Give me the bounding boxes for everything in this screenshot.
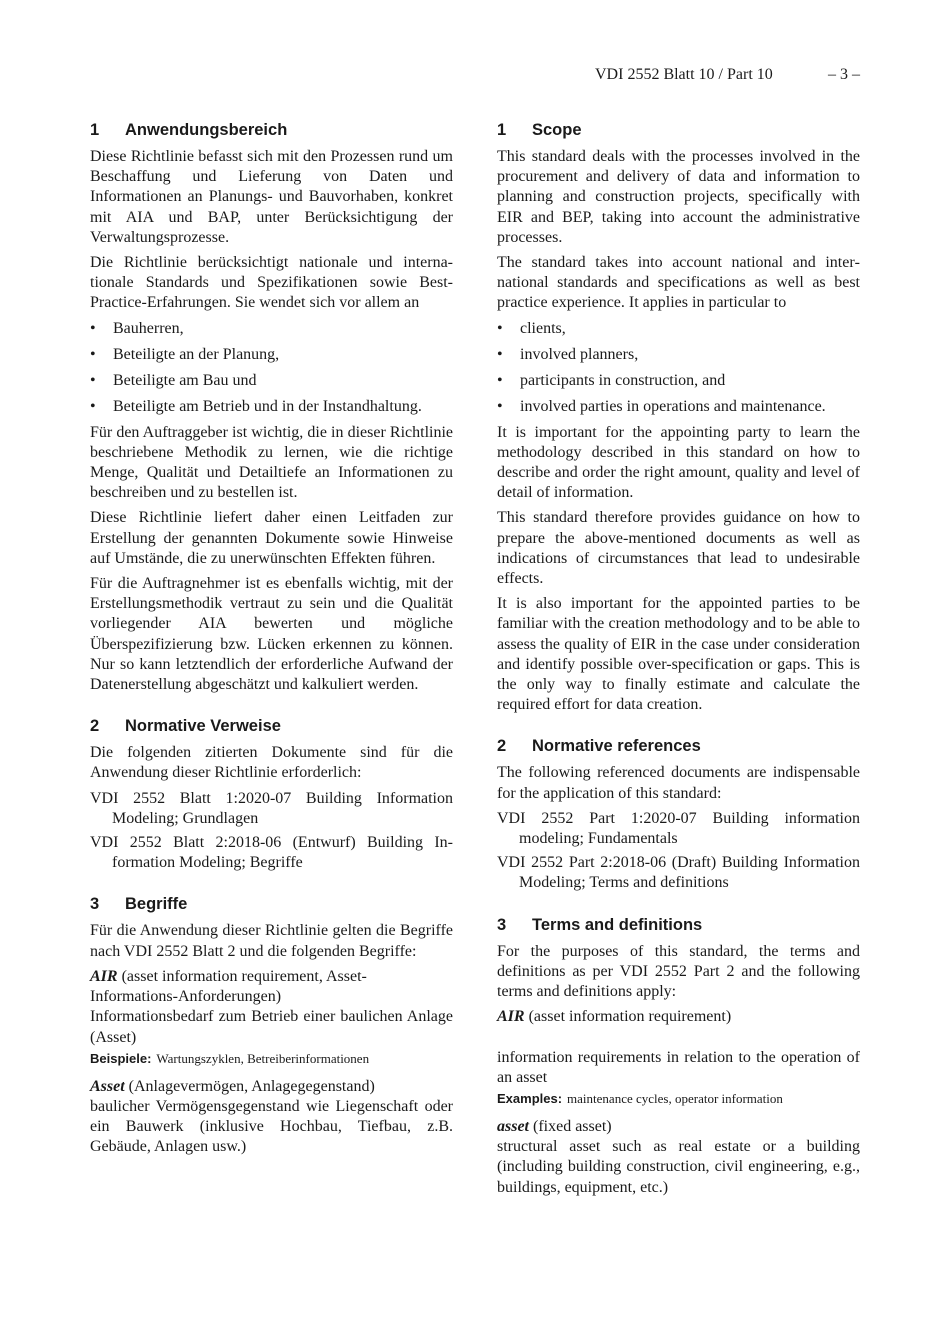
bullet-list — [497, 319, 860, 417]
list-item: • involved parties in operations and maintenance. — [497, 397, 826, 415]
term-example — [497, 1090, 860, 1107]
paragraph: Für den Auftraggeber ist wichtig, die in dieser Richtlinie beschriebene Methodik zu lernen, wie die richtige Menge, Qualität und Detailtiefe an Informationen zu beschreiben und zu bestellen ist. — [90, 423, 453, 502]
term: AIR — [497, 1008, 525, 1026]
section-title: Anwendungsbereich — [125, 121, 288, 139]
term-definition: structural asset such as real estate or a building (including building construction, civil engineering, e.g., buildings, equipment, etc.) — [497, 1138, 860, 1196]
bullet-icon: • — [497, 371, 503, 389]
section-number: 1 — [90, 121, 100, 139]
bullet-list — [90, 319, 453, 417]
section-2-heading-de — [90, 715, 453, 737]
section-number: 1 — [497, 121, 507, 139]
paragraph: For the purposes of this standard, the terms and definitions as per VDI 2552 Part 2 and the following terms and definitions apply: — [497, 942, 860, 1001]
page-number: – 3 – — [828, 66, 860, 83]
normative-reference: VDI 2552 Blatt 2:2018-06 (Entwurf) Building Information Modeling; Begriffe — [90, 834, 453, 872]
section-number: 3 — [497, 915, 507, 934]
term-explanation: (Anlagevermögen, Anlagegegenstand) — [124, 1077, 375, 1095]
normative-reference: VDI 2552 Part 1:2020-07 Building information modeling; Fundamentals — [497, 809, 860, 848]
list-item: • participants in construction, and — [497, 371, 726, 389]
german-column — [90, 119, 453, 1163]
term-entry — [90, 1077, 453, 1097]
list-item: • Beteiligte am Bau und — [90, 371, 257, 389]
term: asset — [497, 1117, 529, 1135]
paragraph: Die Richtlinie berücksichtigt nationale und internationale Standards und Spezifikationen sowie Best-Practice-Erfahrungen. Sie wendet sich vor allem an — [90, 254, 453, 312]
paragraph: Für die Anwendung dieser Richtlinie gelten die Begriffe nach VDI 2552 Blatt 2 und die folgenden Begriffe: — [90, 922, 453, 960]
section-title: Terms and definitions — [532, 915, 703, 934]
english-column — [497, 119, 860, 1203]
section-number: 3 — [90, 895, 100, 914]
section-2-heading-en — [497, 735, 860, 757]
paragraph: It is important for the appointing party to learn the methodology described in this standard on how to describe and order the right amount, quality and level of detail of information. — [497, 423, 860, 502]
section-3-heading-de — [90, 893, 453, 915]
example-text: Wartungszyklen, Betreiberinformationen — [156, 1050, 370, 1066]
term-definition: baulicher Vermögensgegenstand wie Liegenschaft oder ein Bauwerk (inklusive Hochbau, Tiefbau, z.B. Gebäude, Anlagen usw.) — [90, 1097, 453, 1156]
section-title: Begriffe — [125, 895, 188, 914]
list-item: • Beteiligte am Betrieb und in der Instandhaltung. — [90, 397, 422, 415]
bullet-icon: • — [90, 371, 96, 389]
section-title: Scope — [532, 121, 582, 139]
term-definition: information requirements in relation to the operation of an asset — [497, 1048, 860, 1086]
term-explanation: (fixed asset) — [529, 1117, 612, 1135]
paragraph: Diese Richtlinie befasst sich mit den Prozessen rund um Beschaffung und Lieferung von Daten und Informationen an Planungs- und Bauvorhaben, konkret mit AIA und BAP, unter Berücksichtigung der Verwaltungsprozesse. — [90, 148, 453, 246]
term: AIR — [90, 967, 118, 985]
paragraph: This standard deals with the processes involved in the procurement and delivery of data and information to planning and construction projects, specifically with EIR and BEP, taking into account the administrative processes. — [497, 148, 860, 246]
paragraph: It is also important for the appointed parties to be familiar with the creation methodology and to be able to assess the quality of EIR in the case under consideration and identify possible over-specification or gaps. This is the only way to finally estimate and calculate the required effort for data creation. — [497, 595, 860, 714]
term-entry — [90, 967, 453, 1007]
paragraph: The following referenced documents are indispensable for the application of this standard: — [497, 764, 860, 802]
example-label: Beispiele: — [90, 1050, 152, 1066]
paragraph: Diese Richtlinie liefert daher einen Leitfaden zur Erstellung der genannten Dokumente sowie Hinweise auf Umstände, die zu unerwünschten Effekten führen. — [90, 509, 453, 567]
section-1-heading-de — [90, 119, 453, 141]
normative-reference: VDI 2552 Blatt 1:2020-07 Building Information Modeling; Grundlagen — [90, 789, 453, 827]
section-title: Normative Verweise — [125, 717, 281, 736]
normative-reference: VDI 2552 Part 2:2018-06 (Draft) Building Information Modeling; Terms and definitions — [497, 854, 860, 892]
paragraph: Die folgenden zitierten Dokumente sind für die Anwendung dieser Richtlinie erforderlich: — [90, 744, 453, 782]
bullet-icon: • — [497, 345, 503, 363]
list-item: • Bauherren, — [90, 319, 184, 337]
paragraph: This standard therefore provides guidance on how to prepare the above-mentioned documents as well as indications of circumstances that lead to undesirable effects. — [497, 509, 860, 588]
bullet-icon: • — [90, 319, 96, 337]
term-explanation: (asset information requirement) — [524, 1008, 732, 1026]
term: Asset — [90, 1077, 125, 1095]
document-id: VDI 2552 Blatt 10 / Part 10 — [595, 66, 773, 83]
term-example — [90, 1050, 453, 1067]
section-3-heading-en — [497, 914, 860, 936]
section-title: Normative references — [532, 737, 701, 756]
section-number: 2 — [90, 717, 100, 736]
term-definition: Informationsbedarf zum Betrieb einer baulichen Anlage (Asset) — [90, 1008, 453, 1046]
example-text: maintenance cycles, operator information — [567, 1090, 783, 1106]
section-number: 2 — [497, 737, 507, 756]
term-explanation: (asset information requirement, Asset-Informations-Anforderungen) — [90, 967, 367, 1006]
paragraph: Für die Auftragnehmer ist es ebenfalls wichtig, mit der Erstellungsmethodik vertraut zu sein und die Qualität vorliegender AIA bewerten und mögliche Überspezifizierung bzw. Lücken erkennen zu können. Nur so kann letztendlich der erforderliche Aufwand der Datenerstellung abgeschätzt und kalkuliert werden. — [90, 575, 453, 694]
paragraph: The standard takes into account national and international standards and specifications as well as best practice experience. It applies in particular to — [497, 254, 860, 312]
bullet-icon: • — [90, 345, 96, 363]
term-entry — [497, 1007, 860, 1027]
section-1-heading-en — [497, 119, 860, 141]
bullet-icon: • — [497, 319, 503, 337]
bullet-icon: • — [90, 397, 96, 415]
list-item: • Beteiligte an der Planung, — [90, 345, 280, 363]
list-item: • clients, — [497, 319, 566, 337]
page-header — [595, 66, 860, 84]
bullet-icon: • — [497, 397, 503, 415]
term-entry — [497, 1117, 860, 1137]
list-item: • involved planners, — [497, 345, 639, 363]
example-label: Examples: — [497, 1090, 563, 1106]
